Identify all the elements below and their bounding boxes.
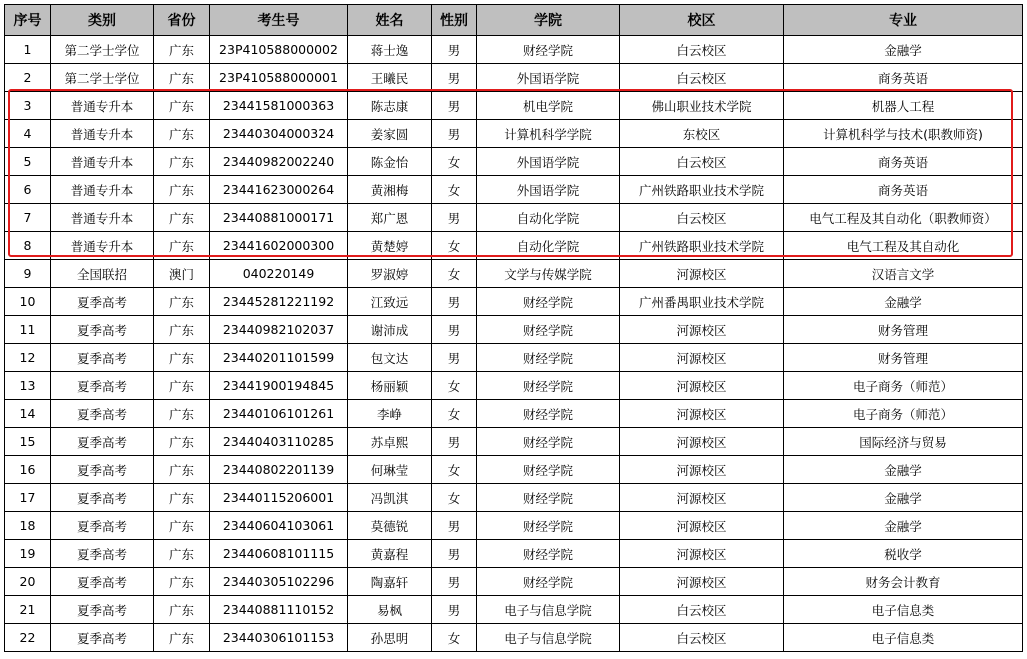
table-row — [5, 400, 1023, 428]
cell-college: 财经学院 — [477, 400, 620, 428]
cell-province: 广东 — [154, 540, 210, 568]
header-name: 姓名 — [348, 5, 432, 36]
table-row — [5, 176, 1023, 204]
cell-campus: 白云校区 — [620, 624, 784, 652]
cell-category: 夏季高考 — [51, 540, 154, 568]
cell-college: 财经学院 — [477, 344, 620, 372]
cell-college: 财经学院 — [477, 36, 620, 64]
cell-gender: 女 — [432, 400, 477, 428]
cell-category: 普通专升本 — [51, 232, 154, 260]
cell-exam-id: 23440604103061 — [210, 512, 348, 540]
cell-gender: 男 — [432, 288, 477, 316]
cell-college: 自动化学院 — [477, 232, 620, 260]
cell-college: 电子与信息学院 — [477, 624, 620, 652]
cell-gender: 男 — [432, 344, 477, 372]
header-gender: 性别 — [432, 5, 477, 36]
cell-name: 陶嘉轩 — [348, 568, 432, 596]
cell-exam-id: 23440881000171 — [210, 204, 348, 232]
cell-campus: 河源校区 — [620, 512, 784, 540]
cell-college: 财经学院 — [477, 288, 620, 316]
cell-major: 金融学 — [784, 36, 1023, 64]
cell-index: 1 — [5, 36, 51, 64]
cell-gender: 女 — [432, 456, 477, 484]
cell-college: 财经学院 — [477, 428, 620, 456]
cell-name: 包文达 — [348, 344, 432, 372]
cell-name: 蒋士逸 — [348, 36, 432, 64]
cell-name: 莫德锐 — [348, 512, 432, 540]
cell-name: 易枫 — [348, 596, 432, 624]
cell-gender: 女 — [432, 624, 477, 652]
header-row — [5, 5, 1023, 36]
cell-province: 广东 — [154, 428, 210, 456]
cell-index: 15 — [5, 428, 51, 456]
cell-category: 夏季高考 — [51, 456, 154, 484]
cell-category: 普通专升本 — [51, 176, 154, 204]
cell-province: 广东 — [154, 148, 210, 176]
cell-campus: 白云校区 — [620, 36, 784, 64]
cell-college: 财经学院 — [477, 316, 620, 344]
cell-campus: 东校区 — [620, 120, 784, 148]
cell-college: 财经学院 — [477, 512, 620, 540]
cell-gender: 男 — [432, 64, 477, 92]
cell-major: 金融学 — [784, 456, 1023, 484]
cell-major: 商务英语 — [784, 64, 1023, 92]
cell-campus: 河源校区 — [620, 484, 784, 512]
cell-category: 夏季高考 — [51, 568, 154, 596]
table-row — [5, 148, 1023, 176]
cell-province: 广东 — [154, 456, 210, 484]
table-row — [5, 260, 1023, 288]
cell-province: 广东 — [154, 400, 210, 428]
cell-province: 广东 — [154, 316, 210, 344]
cell-category: 普通专升本 — [51, 148, 154, 176]
cell-category: 夏季高考 — [51, 400, 154, 428]
cell-campus: 河源校区 — [620, 456, 784, 484]
cell-name: 王曦民 — [348, 64, 432, 92]
cell-name: 李峥 — [348, 400, 432, 428]
cell-exam-id: 23440982002240 — [210, 148, 348, 176]
cell-campus: 广州铁路职业技术学院 — [620, 232, 784, 260]
cell-province: 广东 — [154, 288, 210, 316]
table-row — [5, 484, 1023, 512]
cell-major: 税收学 — [784, 540, 1023, 568]
cell-college: 外国语学院 — [477, 148, 620, 176]
cell-major: 电子信息类 — [784, 596, 1023, 624]
cell-college: 外国语学院 — [477, 176, 620, 204]
cell-index: 18 — [5, 512, 51, 540]
cell-name: 孙思明 — [348, 624, 432, 652]
cell-category: 夏季高考 — [51, 288, 154, 316]
cell-college: 文学与传媒学院 — [477, 260, 620, 288]
cell-province: 广东 — [154, 92, 210, 120]
cell-exam-id: 23440881110152 — [210, 596, 348, 624]
table-row — [5, 428, 1023, 456]
table-row — [5, 568, 1023, 596]
cell-name: 罗淑婷 — [348, 260, 432, 288]
cell-province: 广东 — [154, 232, 210, 260]
cell-exam-id: 040220149 — [210, 260, 348, 288]
header-exam-id: 考生号 — [210, 5, 348, 36]
cell-campus: 河源校区 — [620, 372, 784, 400]
cell-major: 财务管理 — [784, 316, 1023, 344]
cell-province: 广东 — [154, 372, 210, 400]
cell-province: 广东 — [154, 596, 210, 624]
cell-gender: 男 — [432, 36, 477, 64]
header-major: 专业 — [784, 5, 1023, 36]
cell-index: 14 — [5, 400, 51, 428]
cell-index: 9 — [5, 260, 51, 288]
cell-index: 10 — [5, 288, 51, 316]
cell-province: 广东 — [154, 36, 210, 64]
cell-exam-id: 23441602000300 — [210, 232, 348, 260]
cell-major: 汉语言文学 — [784, 260, 1023, 288]
cell-major: 电气工程及其自动化（职教师资） — [784, 204, 1023, 232]
cell-exam-id: 23440608101115 — [210, 540, 348, 568]
cell-index: 21 — [5, 596, 51, 624]
cell-major: 机器人工程 — [784, 92, 1023, 120]
cell-index: 16 — [5, 456, 51, 484]
cell-index: 3 — [5, 92, 51, 120]
cell-campus: 佛山职业技术学院 — [620, 92, 784, 120]
cell-campus: 广州铁路职业技术学院 — [620, 176, 784, 204]
cell-college: 自动化学院 — [477, 204, 620, 232]
cell-category: 普通专升本 — [51, 92, 154, 120]
cell-category: 全国联招 — [51, 260, 154, 288]
cell-exam-id: 23P410588000002 — [210, 36, 348, 64]
cell-name: 何琳莹 — [348, 456, 432, 484]
cell-exam-id: 23445281221192 — [210, 288, 348, 316]
cell-gender: 男 — [432, 428, 477, 456]
cell-major: 电子商务（师范） — [784, 400, 1023, 428]
cell-name: 郑广恩 — [348, 204, 432, 232]
cell-name: 冯凯淇 — [348, 484, 432, 512]
cell-major: 金融学 — [784, 484, 1023, 512]
cell-major: 电子信息类 — [784, 624, 1023, 652]
cell-gender: 男 — [432, 92, 477, 120]
cell-category: 普通专升本 — [51, 204, 154, 232]
cell-gender: 男 — [432, 512, 477, 540]
cell-category: 第二学士学位 — [51, 36, 154, 64]
cell-college: 财经学院 — [477, 540, 620, 568]
cell-campus: 白云校区 — [620, 148, 784, 176]
table-row — [5, 64, 1023, 92]
cell-major: 电气工程及其自动化 — [784, 232, 1023, 260]
cell-campus: 河源校区 — [620, 400, 784, 428]
cell-name: 谢沛成 — [348, 316, 432, 344]
cell-college: 电子与信息学院 — [477, 596, 620, 624]
cell-exam-id: 23440802201139 — [210, 456, 348, 484]
cell-category: 夏季高考 — [51, 512, 154, 540]
cell-category: 第二学士学位 — [51, 64, 154, 92]
table-row — [5, 540, 1023, 568]
cell-name: 黄楚婷 — [348, 232, 432, 260]
cell-major: 金融学 — [784, 512, 1023, 540]
cell-category: 普通专升本 — [51, 120, 154, 148]
cell-province: 广东 — [154, 484, 210, 512]
table-row — [5, 456, 1023, 484]
cell-province: 广东 — [154, 176, 210, 204]
admission-table — [4, 4, 1023, 652]
table-row — [5, 512, 1023, 540]
cell-major: 电子商务（师范） — [784, 372, 1023, 400]
header-campus: 校区 — [620, 5, 784, 36]
cell-province: 广东 — [154, 624, 210, 652]
cell-campus: 河源校区 — [620, 428, 784, 456]
cell-major: 商务英语 — [784, 148, 1023, 176]
cell-name: 苏卓熙 — [348, 428, 432, 456]
cell-gender: 男 — [432, 540, 477, 568]
cell-college: 外国语学院 — [477, 64, 620, 92]
header-index: 序号 — [5, 5, 51, 36]
cell-college: 财经学院 — [477, 484, 620, 512]
cell-index: 11 — [5, 316, 51, 344]
cell-campus: 河源校区 — [620, 316, 784, 344]
cell-index: 17 — [5, 484, 51, 512]
cell-campus: 河源校区 — [620, 568, 784, 596]
cell-category: 夏季高考 — [51, 372, 154, 400]
cell-index: 19 — [5, 540, 51, 568]
cell-gender: 男 — [432, 204, 477, 232]
cell-gender: 女 — [432, 372, 477, 400]
table-row — [5, 36, 1023, 64]
cell-exam-id: 23441623000264 — [210, 176, 348, 204]
cell-province: 广东 — [154, 204, 210, 232]
table-row — [5, 232, 1023, 260]
cell-campus: 广州番禺职业技术学院 — [620, 288, 784, 316]
cell-category: 夏季高考 — [51, 596, 154, 624]
cell-province: 广东 — [154, 64, 210, 92]
cell-index: 8 — [5, 232, 51, 260]
cell-campus: 白云校区 — [620, 596, 784, 624]
cell-index: 22 — [5, 624, 51, 652]
cell-gender: 女 — [432, 176, 477, 204]
cell-name: 陈志康 — [348, 92, 432, 120]
cell-category: 夏季高考 — [51, 428, 154, 456]
cell-campus: 白云校区 — [620, 64, 784, 92]
cell-index: 7 — [5, 204, 51, 232]
cell-category: 夏季高考 — [51, 624, 154, 652]
table-wrapper — [4, 4, 1023, 652]
cell-province: 澳门 — [154, 260, 210, 288]
table-row — [5, 624, 1023, 652]
cell-major: 商务英语 — [784, 176, 1023, 204]
table-row — [5, 92, 1023, 120]
cell-college: 机电学院 — [477, 92, 620, 120]
cell-exam-id: 23441581000363 — [210, 92, 348, 120]
cell-name: 黄嘉程 — [348, 540, 432, 568]
cell-exam-id: 23440305102296 — [210, 568, 348, 596]
table-row — [5, 120, 1023, 148]
cell-gender: 女 — [432, 148, 477, 176]
cell-exam-id: 23440306101153 — [210, 624, 348, 652]
cell-exam-id: 23440201101599 — [210, 344, 348, 372]
cell-gender: 男 — [432, 568, 477, 596]
cell-exam-id: 23P410588000001 — [210, 64, 348, 92]
cell-index: 12 — [5, 344, 51, 372]
cell-major: 金融学 — [784, 288, 1023, 316]
cell-exam-id: 23440982102037 — [210, 316, 348, 344]
cell-province: 广东 — [154, 568, 210, 596]
cell-category: 夏季高考 — [51, 484, 154, 512]
cell-province: 广东 — [154, 344, 210, 372]
table-row — [5, 344, 1023, 372]
header-province: 省份 — [154, 5, 210, 36]
cell-name: 杨丽颖 — [348, 372, 432, 400]
cell-name: 江致远 — [348, 288, 432, 316]
cell-major: 财务会计教育 — [784, 568, 1023, 596]
cell-province: 广东 — [154, 120, 210, 148]
cell-major: 计算机科学与技术(职教师资) — [784, 120, 1023, 148]
table-row — [5, 204, 1023, 232]
cell-index: 13 — [5, 372, 51, 400]
table-row — [5, 288, 1023, 316]
cell-college: 财经学院 — [477, 568, 620, 596]
cell-name: 陈金怡 — [348, 148, 432, 176]
cell-exam-id: 23440115206001 — [210, 484, 348, 512]
cell-exam-id: 23441900194845 — [210, 372, 348, 400]
header-college: 学院 — [477, 5, 620, 36]
cell-gender: 男 — [432, 596, 477, 624]
cell-campus: 河源校区 — [620, 344, 784, 372]
cell-exam-id: 23440403110285 — [210, 428, 348, 456]
cell-college: 财经学院 — [477, 456, 620, 484]
cell-gender: 女 — [432, 232, 477, 260]
cell-campus: 河源校区 — [620, 540, 784, 568]
cell-name: 姜家圆 — [348, 120, 432, 148]
cell-exam-id: 23440304000324 — [210, 120, 348, 148]
cell-index: 6 — [5, 176, 51, 204]
cell-category: 夏季高考 — [51, 344, 154, 372]
table-row — [5, 316, 1023, 344]
cell-name: 黄湘梅 — [348, 176, 432, 204]
cell-province: 广东 — [154, 512, 210, 540]
cell-gender: 男 — [432, 316, 477, 344]
cell-major: 财务管理 — [784, 344, 1023, 372]
cell-exam-id: 23440106101261 — [210, 400, 348, 428]
cell-college: 财经学院 — [477, 372, 620, 400]
cell-gender: 男 — [432, 120, 477, 148]
cell-gender: 女 — [432, 484, 477, 512]
table-row — [5, 596, 1023, 624]
table-row — [5, 372, 1023, 400]
cell-campus: 河源校区 — [620, 260, 784, 288]
cell-index: 2 — [5, 64, 51, 92]
cell-index: 4 — [5, 120, 51, 148]
cell-major: 国际经济与贸易 — [784, 428, 1023, 456]
cell-index: 20 — [5, 568, 51, 596]
cell-index: 5 — [5, 148, 51, 176]
cell-category: 夏季高考 — [51, 316, 154, 344]
cell-gender: 女 — [432, 260, 477, 288]
table-body — [5, 36, 1023, 652]
cell-campus: 白云校区 — [620, 204, 784, 232]
cell-college: 计算机科学学院 — [477, 120, 620, 148]
header-category: 类别 — [51, 5, 154, 36]
